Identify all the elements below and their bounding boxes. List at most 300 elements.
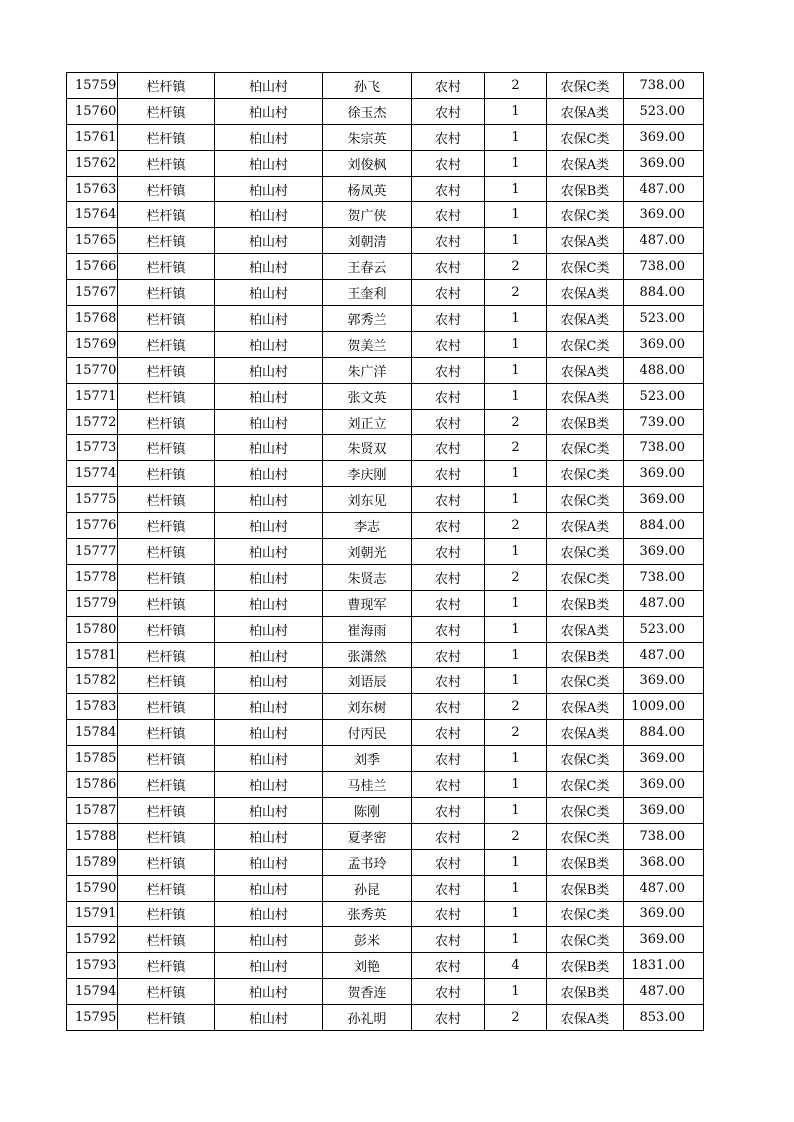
insurance-category-cell: 农保C类 <box>547 927 624 953</box>
household-type-cell: 农村 <box>412 435 485 461</box>
table-row <box>67 124 704 150</box>
insurance-category-cell: 农保C类 <box>547 254 624 280</box>
household-type-cell: 农村 <box>412 280 485 306</box>
person-name-cell: 孟书玲 <box>323 849 412 875</box>
town-cell: 栏杆镇 <box>118 357 215 383</box>
amount-cell: 369.00 <box>624 901 704 927</box>
household-type-cell: 农村 <box>412 616 485 642</box>
amount-cell: 739.00 <box>624 409 704 435</box>
insurance-category-cell: 农保B类 <box>547 875 624 901</box>
record-id-cell: 15790 <box>67 875 118 901</box>
person-name-cell: 张秀英 <box>323 901 412 927</box>
household-type-cell: 农村 <box>412 720 485 746</box>
village-cell: 柏山村 <box>215 98 323 124</box>
amount-cell: 738.00 <box>624 73 704 99</box>
record-id-cell: 15766 <box>67 254 118 280</box>
table-row <box>67 720 704 746</box>
record-id-cell: 15783 <box>67 694 118 720</box>
village-cell: 柏山村 <box>215 280 323 306</box>
insurance-category-cell: 农保C类 <box>547 435 624 461</box>
member-count-cell: 2 <box>485 435 547 461</box>
household-type-cell: 农村 <box>412 797 485 823</box>
town-cell: 栏杆镇 <box>118 409 215 435</box>
insurance-category-cell: 农保C类 <box>547 797 624 823</box>
village-cell: 柏山村 <box>215 73 323 99</box>
insurance-category-cell: 农保C类 <box>547 124 624 150</box>
member-count-cell: 1 <box>485 124 547 150</box>
table-row <box>67 254 704 280</box>
household-type-cell: 农村 <box>412 1005 485 1031</box>
town-cell: 栏杆镇 <box>118 953 215 979</box>
village-cell: 柏山村 <box>215 746 323 772</box>
village-cell: 柏山村 <box>215 124 323 150</box>
table-row <box>67 953 704 979</box>
insurance-category-cell: 农保A类 <box>547 357 624 383</box>
village-cell: 柏山村 <box>215 150 323 176</box>
person-name-cell: 刘正立 <box>323 409 412 435</box>
table-row <box>67 901 704 927</box>
village-cell: 柏山村 <box>215 979 323 1005</box>
person-name-cell: 刘东见 <box>323 487 412 513</box>
member-count-cell: 1 <box>485 927 547 953</box>
town-cell: 栏杆镇 <box>118 875 215 901</box>
record-id-cell: 15762 <box>67 150 118 176</box>
person-name-cell: 孙礼明 <box>323 1005 412 1031</box>
town-cell: 栏杆镇 <box>118 642 215 668</box>
town-cell: 栏杆镇 <box>118 150 215 176</box>
records-table <box>66 72 704 1031</box>
person-name-cell: 贺香连 <box>323 979 412 1005</box>
table-row <box>67 668 704 694</box>
table-row <box>67 849 704 875</box>
town-cell: 栏杆镇 <box>118 720 215 746</box>
member-count-cell: 1 <box>485 746 547 772</box>
village-cell: 柏山村 <box>215 875 323 901</box>
table-row <box>67 1005 704 1031</box>
insurance-category-cell: 农保B类 <box>547 642 624 668</box>
amount-cell: 487.00 <box>624 642 704 668</box>
table-row <box>67 979 704 1005</box>
amount-cell: 369.00 <box>624 927 704 953</box>
person-name-cell: 李志 <box>323 513 412 539</box>
member-count-cell: 1 <box>485 668 547 694</box>
insurance-category-cell: 农保C类 <box>547 73 624 99</box>
household-type-cell: 农村 <box>412 124 485 150</box>
household-type-cell: 农村 <box>412 927 485 953</box>
table-row <box>67 435 704 461</box>
member-count-cell: 1 <box>485 331 547 357</box>
record-id-cell: 15788 <box>67 823 118 849</box>
person-name-cell: 朱广洋 <box>323 357 412 383</box>
member-count-cell: 1 <box>485 383 547 409</box>
person-name-cell: 贺美兰 <box>323 331 412 357</box>
record-id-cell: 15781 <box>67 642 118 668</box>
table-body <box>67 73 704 1031</box>
amount-cell: 738.00 <box>624 823 704 849</box>
table-row <box>67 616 704 642</box>
table-row <box>67 176 704 202</box>
amount-cell: 1009.00 <box>624 694 704 720</box>
table-row <box>67 823 704 849</box>
table-row <box>67 150 704 176</box>
member-count-cell: 2 <box>485 409 547 435</box>
town-cell: 栏杆镇 <box>118 202 215 228</box>
table-row <box>67 746 704 772</box>
insurance-category-cell: 农保A类 <box>547 513 624 539</box>
table-row <box>67 202 704 228</box>
household-type-cell: 农村 <box>412 487 485 513</box>
insurance-category-cell: 农保A类 <box>547 694 624 720</box>
insurance-category-cell: 农保C类 <box>547 461 624 487</box>
member-count-cell: 1 <box>485 616 547 642</box>
person-name-cell: 朱贤双 <box>323 435 412 461</box>
village-cell: 柏山村 <box>215 331 323 357</box>
town-cell: 栏杆镇 <box>118 383 215 409</box>
record-id-cell: 15780 <box>67 616 118 642</box>
insurance-category-cell: 农保C类 <box>547 487 624 513</box>
amount-cell: 487.00 <box>624 979 704 1005</box>
amount-cell: 369.00 <box>624 746 704 772</box>
village-cell: 柏山村 <box>215 513 323 539</box>
amount-cell: 884.00 <box>624 513 704 539</box>
household-type-cell: 农村 <box>412 306 485 332</box>
record-id-cell: 15761 <box>67 124 118 150</box>
record-id-cell: 15769 <box>67 331 118 357</box>
amount-cell: 853.00 <box>624 1005 704 1031</box>
household-type-cell: 农村 <box>412 823 485 849</box>
member-count-cell: 1 <box>485 979 547 1005</box>
household-type-cell: 农村 <box>412 746 485 772</box>
amount-cell: 487.00 <box>624 590 704 616</box>
amount-cell: 368.00 <box>624 849 704 875</box>
village-cell: 柏山村 <box>215 927 323 953</box>
household-type-cell: 农村 <box>412 590 485 616</box>
household-type-cell: 农村 <box>412 331 485 357</box>
person-name-cell: 陈刚 <box>323 797 412 823</box>
amount-cell: 738.00 <box>624 435 704 461</box>
village-cell: 柏山村 <box>215 409 323 435</box>
record-id-cell: 15789 <box>67 849 118 875</box>
table-row <box>67 487 704 513</box>
town-cell: 栏杆镇 <box>118 487 215 513</box>
amount-cell: 369.00 <box>624 772 704 798</box>
table-row <box>67 927 704 953</box>
member-count-cell: 2 <box>485 720 547 746</box>
household-type-cell: 农村 <box>412 150 485 176</box>
person-name-cell: 郭秀兰 <box>323 306 412 332</box>
record-id-cell: 15779 <box>67 590 118 616</box>
household-type-cell: 农村 <box>412 202 485 228</box>
household-type-cell: 农村 <box>412 901 485 927</box>
table-row <box>67 513 704 539</box>
amount-cell: 1831.00 <box>624 953 704 979</box>
person-name-cell: 张潇然 <box>323 642 412 668</box>
table-row <box>67 539 704 565</box>
household-type-cell: 农村 <box>412 409 485 435</box>
table-row <box>67 875 704 901</box>
member-count-cell: 1 <box>485 487 547 513</box>
record-id-cell: 15787 <box>67 797 118 823</box>
member-count-cell: 4 <box>485 953 547 979</box>
person-name-cell: 刘东树 <box>323 694 412 720</box>
table-row <box>67 280 704 306</box>
insurance-category-cell: 农保A类 <box>547 1005 624 1031</box>
village-cell: 柏山村 <box>215 487 323 513</box>
record-id-cell: 15793 <box>67 953 118 979</box>
table-row <box>67 73 704 99</box>
person-name-cell: 付丙民 <box>323 720 412 746</box>
member-count-cell: 1 <box>485 590 547 616</box>
village-cell: 柏山村 <box>215 357 323 383</box>
table-row <box>67 228 704 254</box>
household-type-cell: 农村 <box>412 694 485 720</box>
person-name-cell: 杨凤英 <box>323 176 412 202</box>
town-cell: 栏杆镇 <box>118 306 215 332</box>
town-cell: 栏杆镇 <box>118 228 215 254</box>
insurance-category-cell: 农保B类 <box>547 849 624 875</box>
member-count-cell: 1 <box>485 901 547 927</box>
household-type-cell: 农村 <box>412 849 485 875</box>
town-cell: 栏杆镇 <box>118 124 215 150</box>
record-id-cell: 15765 <box>67 228 118 254</box>
member-count-cell: 2 <box>485 823 547 849</box>
village-cell: 柏山村 <box>215 797 323 823</box>
village-cell: 柏山村 <box>215 720 323 746</box>
record-id-cell: 15785 <box>67 746 118 772</box>
town-cell: 栏杆镇 <box>118 254 215 280</box>
village-cell: 柏山村 <box>215 539 323 565</box>
amount-cell: 369.00 <box>624 124 704 150</box>
person-name-cell: 曹现军 <box>323 590 412 616</box>
record-id-cell: 15775 <box>67 487 118 513</box>
record-id-cell: 15773 <box>67 435 118 461</box>
town-cell: 栏杆镇 <box>118 564 215 590</box>
insurance-category-cell: 农保A类 <box>547 150 624 176</box>
town-cell: 栏杆镇 <box>118 513 215 539</box>
insurance-category-cell: 农保B类 <box>547 953 624 979</box>
town-cell: 栏杆镇 <box>118 331 215 357</box>
amount-cell: 487.00 <box>624 228 704 254</box>
household-type-cell: 农村 <box>412 228 485 254</box>
village-cell: 柏山村 <box>215 564 323 590</box>
town-cell: 栏杆镇 <box>118 746 215 772</box>
record-id-cell: 15792 <box>67 927 118 953</box>
town-cell: 栏杆镇 <box>118 280 215 306</box>
town-cell: 栏杆镇 <box>118 797 215 823</box>
town-cell: 栏杆镇 <box>118 694 215 720</box>
town-cell: 栏杆镇 <box>118 772 215 798</box>
table-row <box>67 564 704 590</box>
amount-cell: 369.00 <box>624 150 704 176</box>
amount-cell: 884.00 <box>624 280 704 306</box>
household-type-cell: 农村 <box>412 772 485 798</box>
insurance-category-cell: 农保B类 <box>547 590 624 616</box>
record-id-cell: 15770 <box>67 357 118 383</box>
insurance-category-cell: 农保C类 <box>547 901 624 927</box>
amount-cell: 523.00 <box>624 616 704 642</box>
amount-cell: 487.00 <box>624 176 704 202</box>
member-count-cell: 1 <box>485 306 547 332</box>
household-type-cell: 农村 <box>412 176 485 202</box>
village-cell: 柏山村 <box>215 202 323 228</box>
member-count-cell: 1 <box>485 797 547 823</box>
insurance-category-cell: 农保B类 <box>547 176 624 202</box>
person-name-cell: 刘季 <box>323 746 412 772</box>
insurance-category-cell: 农保A类 <box>547 720 624 746</box>
village-cell: 柏山村 <box>215 668 323 694</box>
amount-cell: 884.00 <box>624 720 704 746</box>
table-row <box>67 357 704 383</box>
person-name-cell: 朱贤志 <box>323 564 412 590</box>
insurance-category-cell: 农保C类 <box>547 823 624 849</box>
household-type-cell: 农村 <box>412 383 485 409</box>
insurance-category-cell: 农保A类 <box>547 616 624 642</box>
insurance-category-cell: 农保C类 <box>547 331 624 357</box>
household-type-cell: 农村 <box>412 564 485 590</box>
record-id-cell: 15763 <box>67 176 118 202</box>
village-cell: 柏山村 <box>215 176 323 202</box>
village-cell: 柏山村 <box>215 694 323 720</box>
town-cell: 栏杆镇 <box>118 1005 215 1031</box>
amount-cell: 369.00 <box>624 797 704 823</box>
person-name-cell: 马桂兰 <box>323 772 412 798</box>
household-type-cell: 农村 <box>412 98 485 124</box>
person-name-cell: 孙昆 <box>323 875 412 901</box>
table-row <box>67 306 704 332</box>
insurance-category-cell: 农保C类 <box>547 564 624 590</box>
person-name-cell: 孙飞 <box>323 73 412 99</box>
household-type-cell: 农村 <box>412 254 485 280</box>
person-name-cell: 刘俊枫 <box>323 150 412 176</box>
amount-cell: 369.00 <box>624 202 704 228</box>
household-type-cell: 农村 <box>412 953 485 979</box>
amount-cell: 523.00 <box>624 383 704 409</box>
village-cell: 柏山村 <box>215 616 323 642</box>
amount-cell: 369.00 <box>624 461 704 487</box>
town-cell: 栏杆镇 <box>118 823 215 849</box>
amount-cell: 738.00 <box>624 564 704 590</box>
member-count-cell: 2 <box>485 564 547 590</box>
village-cell: 柏山村 <box>215 849 323 875</box>
insurance-category-cell: 农保A类 <box>547 280 624 306</box>
insurance-category-cell: 农保C类 <box>547 202 624 228</box>
person-name-cell: 崔海雨 <box>323 616 412 642</box>
person-name-cell: 王春云 <box>323 254 412 280</box>
person-name-cell: 夏孝密 <box>323 823 412 849</box>
record-id-cell: 15764 <box>67 202 118 228</box>
person-name-cell: 张文英 <box>323 383 412 409</box>
person-name-cell: 刘艳 <box>323 953 412 979</box>
insurance-category-cell: 农保C类 <box>547 539 624 565</box>
table-row <box>67 694 704 720</box>
village-cell: 柏山村 <box>215 642 323 668</box>
member-count-cell: 1 <box>485 461 547 487</box>
table-row <box>67 383 704 409</box>
table-row <box>67 590 704 616</box>
household-type-cell: 农村 <box>412 642 485 668</box>
member-count-cell: 1 <box>485 772 547 798</box>
record-id-cell: 15795 <box>67 1005 118 1031</box>
village-cell: 柏山村 <box>215 953 323 979</box>
insurance-category-cell: 农保C类 <box>547 772 624 798</box>
amount-cell: 487.00 <box>624 875 704 901</box>
record-id-cell: 15772 <box>67 409 118 435</box>
table-row <box>67 409 704 435</box>
record-id-cell: 15794 <box>67 979 118 1005</box>
town-cell: 栏杆镇 <box>118 73 215 99</box>
household-type-cell: 农村 <box>412 73 485 99</box>
insurance-category-cell: 农保B类 <box>547 409 624 435</box>
household-type-cell: 农村 <box>412 539 485 565</box>
insurance-category-cell: 农保A类 <box>547 228 624 254</box>
town-cell: 栏杆镇 <box>118 979 215 1005</box>
town-cell: 栏杆镇 <box>118 616 215 642</box>
member-count-cell: 1 <box>485 539 547 565</box>
insurance-category-cell: 农保C类 <box>547 746 624 772</box>
member-count-cell: 2 <box>485 254 547 280</box>
member-count-cell: 1 <box>485 849 547 875</box>
member-count-cell: 1 <box>485 150 547 176</box>
table-row <box>67 772 704 798</box>
record-id-cell: 15768 <box>67 306 118 332</box>
amount-cell: 523.00 <box>624 98 704 124</box>
person-name-cell: 刘朝清 <box>323 228 412 254</box>
member-count-cell: 2 <box>485 280 547 306</box>
person-name-cell: 王奎利 <box>323 280 412 306</box>
table-row <box>67 98 704 124</box>
record-id-cell: 15759 <box>67 73 118 99</box>
record-id-cell: 15771 <box>67 383 118 409</box>
household-type-cell: 农村 <box>412 461 485 487</box>
record-id-cell: 15786 <box>67 772 118 798</box>
household-type-cell: 农村 <box>412 668 485 694</box>
member-count-cell: 1 <box>485 642 547 668</box>
insurance-category-cell: 农保B类 <box>547 979 624 1005</box>
member-count-cell: 2 <box>485 513 547 539</box>
insurance-category-cell: 农保A类 <box>547 306 624 332</box>
village-cell: 柏山村 <box>215 901 323 927</box>
town-cell: 栏杆镇 <box>118 927 215 953</box>
record-id-cell: 15777 <box>67 539 118 565</box>
amount-cell: 369.00 <box>624 331 704 357</box>
town-cell: 栏杆镇 <box>118 590 215 616</box>
town-cell: 栏杆镇 <box>118 539 215 565</box>
person-name-cell: 李庆刚 <box>323 461 412 487</box>
household-type-cell: 农村 <box>412 875 485 901</box>
household-type-cell: 农村 <box>412 357 485 383</box>
record-id-cell: 15778 <box>67 564 118 590</box>
table-row <box>67 642 704 668</box>
village-cell: 柏山村 <box>215 383 323 409</box>
amount-cell: 369.00 <box>624 539 704 565</box>
village-cell: 柏山村 <box>215 306 323 332</box>
member-count-cell: 2 <box>485 73 547 99</box>
member-count-cell: 1 <box>485 98 547 124</box>
member-count-cell: 1 <box>485 228 547 254</box>
town-cell: 栏杆镇 <box>118 668 215 694</box>
amount-cell: 488.00 <box>624 357 704 383</box>
household-type-cell: 农村 <box>412 513 485 539</box>
town-cell: 栏杆镇 <box>118 435 215 461</box>
amount-cell: 738.00 <box>624 254 704 280</box>
member-count-cell: 1 <box>485 875 547 901</box>
record-id-cell: 15760 <box>67 98 118 124</box>
village-cell: 柏山村 <box>215 823 323 849</box>
member-count-cell: 1 <box>485 176 547 202</box>
person-name-cell: 贺广侠 <box>323 202 412 228</box>
record-id-cell: 15767 <box>67 280 118 306</box>
insurance-category-cell: 农保C类 <box>547 668 624 694</box>
